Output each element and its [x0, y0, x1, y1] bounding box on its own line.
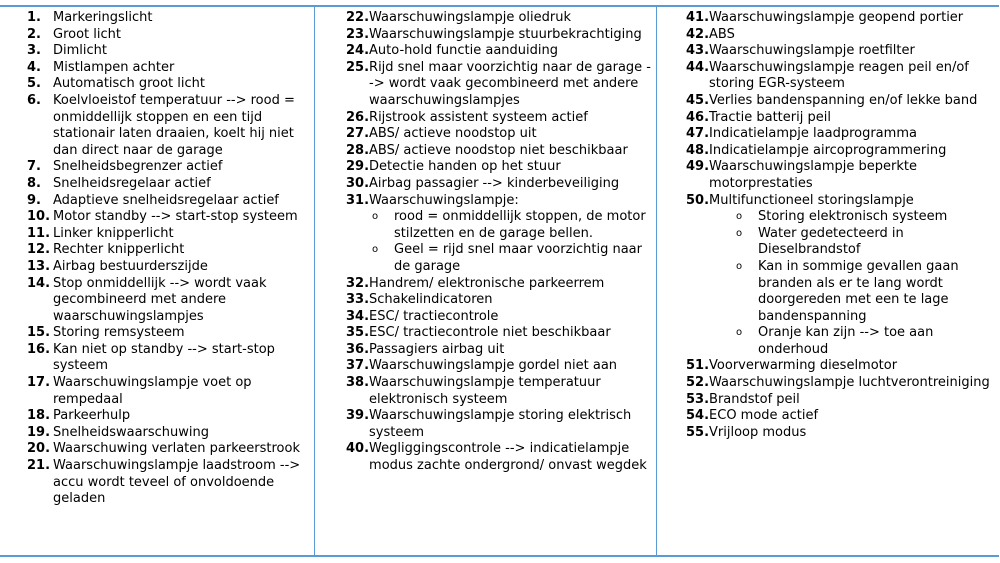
bullet-icon: o: [736, 260, 743, 272]
sub-list-item: o Kan in sommige gevallen gaan branden als er te lang wordt doorgereden met een te lage bandenspanning: [736, 258, 959, 324]
column-1: [27, 10, 311, 508]
list-item: 39. Waarschuwingslampje storing elektrisch systeem: [346, 408, 632, 440]
list-item: 23. Waarschuwingslampje stuurbekrachtiging: [346, 26, 642, 42]
list-item: 22. Waarschuwingslampje oliedruk: [346, 10, 572, 25]
sub-list: [346, 209, 651, 275]
list-item: 47. Indicatielampje laadprogramma: [686, 126, 917, 142]
bullet-icon: o: [736, 211, 743, 223]
list-item: 3. Dimlicht: [27, 43, 107, 59]
list-item: 34. ESC/ tractiecontrole: [346, 308, 499, 324]
sub-list-item: o rood = onmiddellijk stoppen, de motor stilzetten en de garage bellen.: [372, 209, 646, 241]
list-item: 4. Mistlampen achter: [27, 59, 175, 75]
list-item: 48. Indicatielampje aircoprogrammering: [686, 142, 947, 158]
list-item: 53. Brandstof peil: [686, 391, 800, 407]
list-col-1: [27, 10, 311, 508]
list-item: 6. Koelvloeistof temperatuur --> rood = onmiddellijk stoppen en een tijd stationair laten draaien, koelt hij niet dan direct naar de garage: [27, 92, 295, 158]
list-item: 29. Detectie handen op het stuur: [346, 159, 561, 175]
list-item: 16. Kan niet op standby --> start-stop systeem: [27, 341, 275, 374]
sub-list-item: o Storing elektronisch systeem: [736, 209, 948, 225]
list-item: 42. ABS: [686, 26, 735, 42]
list-item: 50. Multifunctioneel storingslampje: [686, 192, 914, 208]
list-item: 52. Waarschuwingslampje luchtverontreiniging: [686, 375, 990, 391]
sub-list: [686, 209, 998, 358]
list-item: 7. Snelheidsbegrenzer actief: [27, 159, 223, 175]
list-item: 19. Snelheidswaarschuwing: [27, 424, 210, 440]
sub-list-item: o Water gedetecteerd in Dieselbrandstof: [736, 225, 904, 258]
list-item: 33. Schakelindicatoren: [346, 292, 493, 308]
column-divider: [314, 5, 315, 557]
list-item: 37. Waarschuwingslampje gordel niet aan: [346, 358, 618, 374]
list-item: 38. Waarschuwingslampje temperatuur elektronisch systeem: [346, 375, 601, 407]
list-item: 46. Tractie batterij peil: [686, 109, 831, 125]
list-item: 11. Linker knipperlicht: [27, 225, 174, 241]
list-item: 5. Automatisch groot licht: [27, 76, 205, 92]
list-item: 36. Passagiers airbag uit: [346, 341, 505, 357]
list-item: 20. Waarschuwing verlaten parkeerstrook: [27, 441, 300, 457]
column-2: [346, 10, 651, 475]
list-item: 14. Stop onmiddellijk --> wordt vaak gecombineerd met andere waarschuwingslampjes: [27, 275, 267, 324]
list-item: 12. Rechter knipperlicht: [27, 242, 185, 258]
list-item: 2. Groot licht: [27, 26, 121, 42]
bullet-icon: o: [736, 327, 743, 339]
column-3: [686, 10, 998, 441]
list-item: 49. Waarschuwingslampje beperkte motorprestaties: [686, 159, 917, 191]
list-item: 35. ESC/ tractiecontrole niet beschikbaar: [346, 325, 611, 341]
list-item: 30. Airbag passagier --> kinderbeveiliging: [346, 175, 620, 191]
list-item: 15. Storing remsysteem: [27, 325, 185, 341]
sub-list-item: o Geel = rijd snel maar voorzichtig naar de garage: [372, 242, 642, 274]
list-col-3: [686, 10, 998, 441]
list-item: 10. Motor standby --> start-stop systeem: [27, 209, 298, 225]
list-item: 43. Waarschuwingslampje roetfilter: [686, 43, 915, 59]
list-item: 18. Parkeerhulp: [27, 408, 131, 424]
list-item: 21. Waarschuwingslampje laadstroom --> accu wordt teveel of onvoldoende geladen: [27, 458, 301, 507]
list-item: 45. Verlies bandenspanning en/of lekke band: [686, 92, 978, 108]
list-item: 26. Rijstrook assistent systeem actief: [346, 109, 588, 125]
list-item: 17. Waarschuwingslampje voet op rempedaal: [27, 375, 252, 407]
list-item: 40. Wegliggingscontrole --> indicatielampje modus zachte ondergrond/ onvast wegdek: [346, 441, 647, 474]
list-item: 54. ECO mode actief: [686, 408, 819, 424]
list-item: 1. Markeringslicht: [27, 10, 153, 25]
list-item: 27. ABS/ actieve noodstop uit: [346, 126, 537, 142]
bullet-icon: o: [372, 211, 379, 223]
list-item: 41. Waarschuwingslampje geopend portier: [686, 10, 964, 25]
list-item: 8. Snelheidsregelaar actief: [27, 175, 211, 191]
sub-list-item: o Oranje kan zijn --> toe aan onderhoud: [736, 325, 934, 357]
list-item: 25. Rijd snel maar voorzichtig naar de garage --> wordt vaak gecombineerd met andere waarschuwingslampjes: [346, 59, 651, 108]
list-item: 44. Waarschuwingslampje reagen peil en/of storing EGR-systeem: [686, 59, 969, 92]
list-col-2: [346, 10, 651, 475]
list-item: 13. Airbag bestuurderszijde: [27, 258, 208, 274]
list-item: 51. Voorverwarming dieselmotor: [686, 358, 898, 374]
column-divider: [656, 5, 657, 557]
bullet-icon: o: [736, 227, 743, 239]
list-item: 32. Handrem/ elektronische parkeerrem: [346, 275, 605, 291]
list-item: 9. Adaptieve snelheidsregelaar actief: [27, 192, 279, 208]
list-item: 28. ABS/ actieve noodstop niet beschikbaar: [346, 142, 628, 158]
list-item: 55. Vrijloop modus: [686, 424, 807, 440]
list-item: 24. Auto-hold functie aanduiding: [346, 43, 559, 59]
list-item: 31. Waarschuwingslampje:: [346, 192, 519, 208]
bullet-icon: o: [372, 244, 379, 256]
